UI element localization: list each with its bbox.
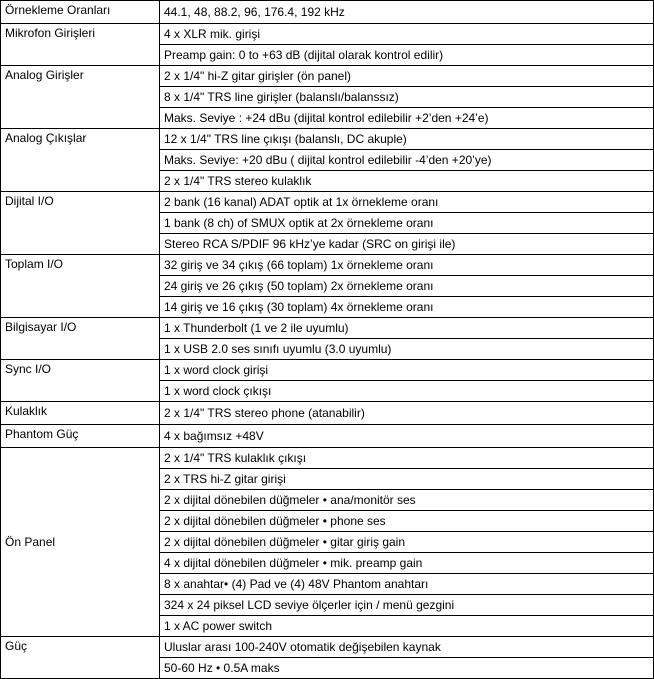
spec-label: Phantom Güç xyxy=(1,425,160,448)
spec-value: 1 x word clock girişi xyxy=(160,360,654,381)
spec-value: Uluslar arası 100-240V otomatik değişebilen kaynak xyxy=(160,637,654,658)
table-row xyxy=(1,318,654,339)
table-row xyxy=(1,637,654,658)
spec-value: 1 x AC power switch xyxy=(160,616,654,637)
spec-label: Analog Çıkışlar xyxy=(1,129,160,192)
spec-value: 2 x TRS hi-Z gitar girişi xyxy=(160,469,654,490)
spec-value: 324 x 24 piksel LCD seviye ölçerler için / menü gezgini xyxy=(160,595,654,616)
table-row xyxy=(1,66,654,87)
spec-value: 2 x dijital dönebilen düğmeler • gitar giriş gain xyxy=(160,532,654,553)
table-row xyxy=(1,192,654,213)
spec-value: 2 x dijital dönebilen düğmeler • phone ses xyxy=(160,511,654,532)
spec-label: Ön Panel xyxy=(1,448,160,637)
spec-value: 50-60 Hz • 0.5A maks xyxy=(160,658,654,679)
spec-value: Stereo RCA S/PDIF 96 kHz’ye kadar (SRC on girişi ile) xyxy=(160,234,654,255)
spec-label: Kulaklık xyxy=(1,402,160,425)
table-row xyxy=(1,24,654,45)
spec-value: 12 x 1/4" TRS line çıkışı (balanslı, DC akuple) xyxy=(160,129,654,150)
spec-value: 44.1, 48, 88.2, 96, 176.4, 192 kHz xyxy=(160,1,654,24)
spec-value: 2 x 1/4" TRS stereo kulaklık xyxy=(160,171,654,192)
spec-label: Analog Girişler xyxy=(1,66,160,129)
table-row xyxy=(1,425,654,448)
spec-value: 8 x 1/4" TRS line girişler (balanslı/balanssız) xyxy=(160,87,654,108)
spec-label: Sync I/O xyxy=(1,360,160,402)
table-row xyxy=(1,1,654,24)
spec-label: Dijital I/O xyxy=(1,192,160,255)
spec-label: Güç xyxy=(1,637,160,679)
spec-table-body xyxy=(1,1,654,679)
spec-value: 2 bank (16 kanal) ADAT optik at 1x örnekleme oranı xyxy=(160,192,654,213)
table-row xyxy=(1,402,654,425)
spec-value: 1 x USB 2.0 ses sınıfı uyumlu (3.0 uyumlu) xyxy=(160,339,654,360)
spec-value: 4 x dijital dönebilen düğmeler • mik. preamp gain xyxy=(160,553,654,574)
spec-value: 2 x 1/4" hi-Z gitar girişler (ön panel) xyxy=(160,66,654,87)
spec-value: Preamp gain: 0 to +63 dB (dijital olarak kontrol edilir) xyxy=(160,45,654,66)
spec-value: 4 x XLR mik. girişi xyxy=(160,24,654,45)
spec-value: 1 x Thunderbolt (1 ve 2 ile uyumlu) xyxy=(160,318,654,339)
table-row xyxy=(1,448,654,469)
spec-label: Mikrofon Girişleri xyxy=(1,24,160,66)
spec-value: 4 x bağımsız +48V xyxy=(160,425,654,448)
spec-value: 2 x 1/4" TRS stereo phone (atanabilir) xyxy=(160,402,654,425)
spec-label: Toplam I/O xyxy=(1,255,160,318)
spec-value: Maks. Seviye : +24 dBu (dijital kontrol edilebilir +2’den +24’e) xyxy=(160,108,654,129)
spec-label: Örnekleme Oranları xyxy=(1,1,160,24)
spec-label: Bilgisayar I/O xyxy=(1,318,160,360)
table-row xyxy=(1,255,654,276)
spec-value: 1 bank (8 ch) of SMUX optik at 2x örnekleme oranı xyxy=(160,213,654,234)
spec-value: 2 x dijital dönebilen düğmeler • ana/monitör ses xyxy=(160,490,654,511)
spec-value: Maks. Seviye: +20 dBu ( dijital kontrol edilebilir -4’den +20’ye) xyxy=(160,150,654,171)
table-row xyxy=(1,129,654,150)
spec-value: 1 x word clock çıkışı xyxy=(160,381,654,402)
table-row xyxy=(1,360,654,381)
spec-value: 24 giriş ve 26 çıkış (50 toplam) 2x örnekleme oranı xyxy=(160,276,654,297)
spec-value: 2 x 1/4" TRS kulaklık çıkışı xyxy=(160,448,654,469)
spec-value: 8 x anahtar• (4) Pad ve (4) 48V Phantom anahtarı xyxy=(160,574,654,595)
spec-value: 14 giriş ve 16 çıkış (30 toplam) 4x örnekleme oranı xyxy=(160,297,654,318)
spec-value: 32 giriş ve 34 çıkış (66 toplam) 1x örnekleme oranı xyxy=(160,255,654,276)
